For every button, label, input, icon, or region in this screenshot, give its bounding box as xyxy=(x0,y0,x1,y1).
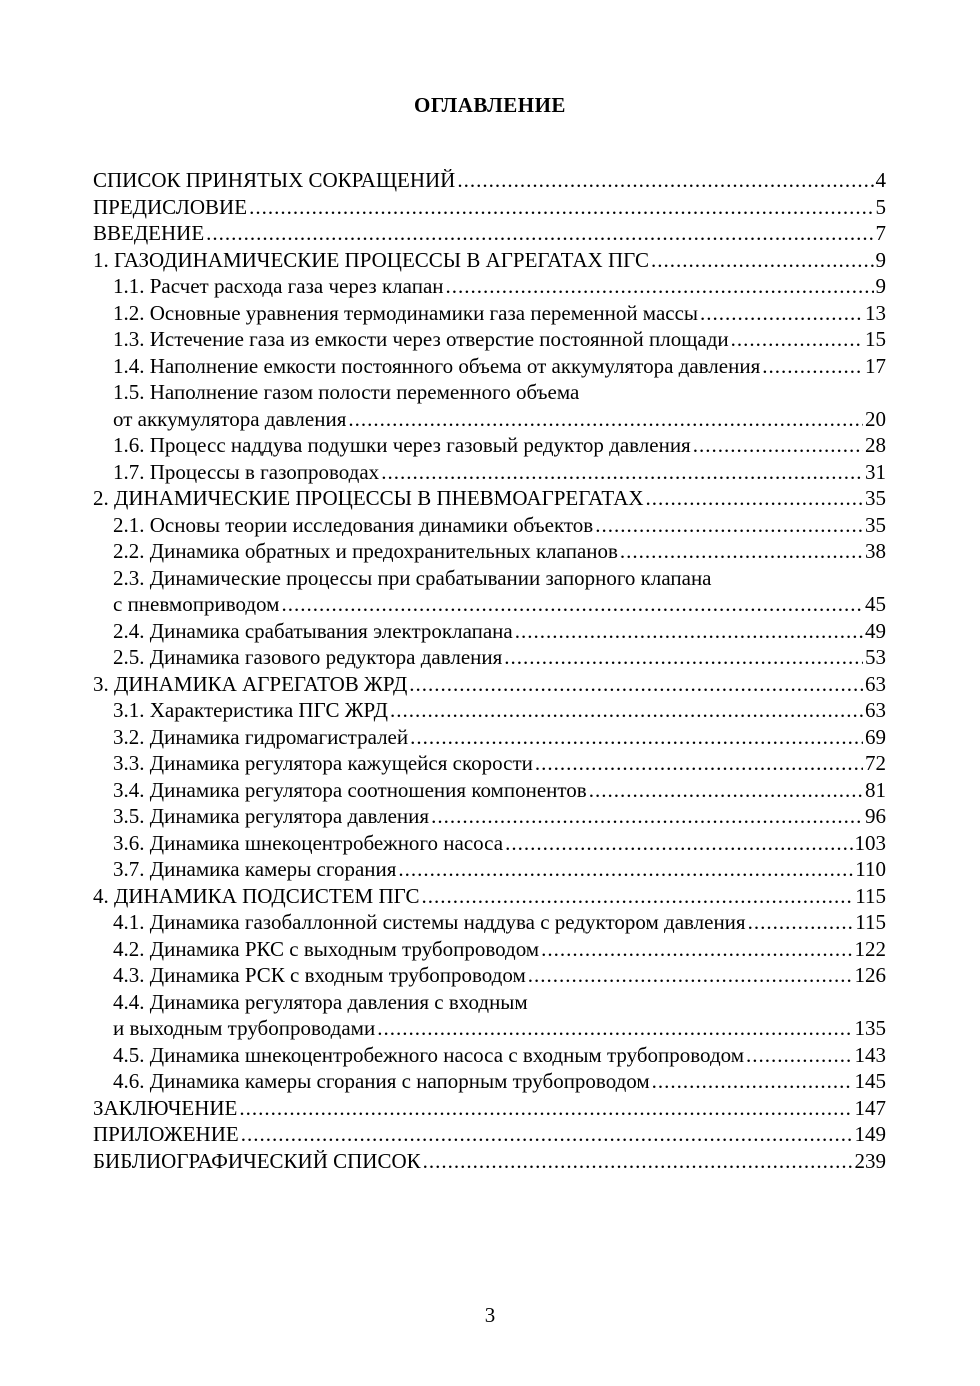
toc-entry-label: ПРИЛОЖЕНИЕ xyxy=(93,1122,239,1146)
toc-entry-label: 3.5. Динамика регулятора давления xyxy=(113,804,430,828)
toc-leader-dots xyxy=(515,618,863,645)
toc-entry-label: ЗАКЛЮЧЕНИЕ xyxy=(93,1095,238,1120)
toc-entry-label: 2. ДИНАМИЧЕСКИЕ ПРОЦЕССЫ В ПНЕВМОАГРЕГАТАХ xyxy=(93,486,644,510)
toc-leader-dots xyxy=(239,1095,852,1122)
toc-entry-label: 1.3. Истечение газа из емкости через отверстие постоянной площади xyxy=(113,327,729,351)
toc-leader-dots xyxy=(348,406,863,433)
toc-entry-page: 49 xyxy=(865,618,886,643)
toc-entry xyxy=(93,936,886,963)
toc-leader-dots xyxy=(206,220,873,247)
toc-entry-page: 35 xyxy=(865,486,886,510)
toc-entry xyxy=(93,697,886,724)
toc-entry-label: 3.7. Динамика камеры сгорания xyxy=(113,857,397,881)
toc-entry-page: 20 xyxy=(865,406,886,431)
toc-entry xyxy=(93,220,886,247)
toc-leader-dots xyxy=(535,750,863,777)
toc-entry-page: 9 xyxy=(875,247,886,272)
toc-entry-label: 3.1. Характеристика ПГС ЖРД xyxy=(113,698,388,722)
toc-entry-label: с пневмоприводом xyxy=(113,592,280,616)
toc-entry-label: 4.6. Динамика камеры сгорания с напорным трубопроводом xyxy=(113,1069,650,1093)
toc-entry-label: 3.4. Динамика регулятора соотношения компонентов xyxy=(113,777,587,802)
toc-entry xyxy=(93,1121,886,1148)
toc-entry xyxy=(93,1015,886,1042)
toc-entry-page: 72 xyxy=(865,751,886,775)
page-title: ОГЛАВЛЕНИЕ xyxy=(414,93,566,117)
toc-entry-label: и выходным трубопроводами xyxy=(113,1016,376,1040)
toc-entry xyxy=(93,485,886,512)
toc-leader-dots xyxy=(431,803,863,830)
toc-leader-dots xyxy=(241,1121,853,1148)
toc-entry xyxy=(93,538,886,565)
toc-entry-page: 17 xyxy=(865,353,886,378)
toc-entry-label: 4.2. Динамика РКС с выходным трубопроводом xyxy=(113,936,540,961)
toc-entry xyxy=(93,989,886,1016)
toc-leader-dots xyxy=(541,936,852,963)
toc-entry-label: 1.2. Основные уравнения термодинамики газа переменной массы xyxy=(113,300,699,325)
toc-leader-dots xyxy=(746,1042,852,1069)
toc-entry-page: 143 xyxy=(854,1042,886,1067)
toc-entry-label: 4.4. Динамика регулятора давления с входным xyxy=(113,989,528,1014)
toc-entry xyxy=(93,432,886,459)
toc-entry-page: 13 xyxy=(865,300,886,325)
toc-entry xyxy=(93,300,886,327)
toc-leader-dots xyxy=(249,194,873,221)
toc-leader-dots xyxy=(646,485,863,512)
toc-entry xyxy=(93,1095,886,1122)
toc-entry xyxy=(93,326,886,353)
toc-entry-page: 147 xyxy=(854,1095,886,1120)
toc-entry xyxy=(93,591,886,618)
toc-entry xyxy=(93,724,886,751)
toc-entry-page: 4 xyxy=(875,168,886,192)
toc-leader-dots xyxy=(731,326,863,353)
toc-entry xyxy=(93,1148,886,1175)
toc-entry-label: 1.1. Расчет расхода газа через клапан xyxy=(113,274,444,298)
toc-leader-dots xyxy=(421,883,853,910)
toc-entry xyxy=(93,1068,886,1095)
toc-leader-dots xyxy=(693,432,863,459)
toc-leader-dots xyxy=(446,273,874,300)
toc-entry-label: 2.5. Динамика газового редуктора давления xyxy=(113,645,503,669)
toc-leader-dots xyxy=(398,856,853,883)
toc-leader-dots xyxy=(409,671,863,698)
toc-leader-dots xyxy=(762,353,863,380)
toc-entry-page: 53 xyxy=(865,645,886,669)
toc-entry-page: 115 xyxy=(855,910,886,934)
toc-entry-label: 2.3. Динамические процессы при срабатывании запорного клапана xyxy=(113,565,712,590)
toc-entry-page: 110 xyxy=(855,857,886,881)
toc-entry-label: 2.4. Динамика срабатывания электроклапана xyxy=(113,618,513,643)
toc-entry-label: СПИСОК ПРИНЯТЫХ СОКРАЩЕНИЙ xyxy=(93,168,456,192)
toc-leader-dots xyxy=(651,247,873,274)
toc-entry xyxy=(93,644,886,671)
toc-leader-dots xyxy=(381,459,863,486)
toc-entry-label: 4.5. Динамика шнекоцентробежного насоса с входным трубопроводом xyxy=(113,1042,745,1067)
toc-entry-label: 3.2. Динамика гидромагистралей xyxy=(113,724,409,749)
toc-leader-dots xyxy=(504,644,863,671)
toc-entry-label: 1.6. Процесс наддува подушки через газовый редуктор давления xyxy=(113,433,691,457)
toc-entry-page: 115 xyxy=(855,883,886,908)
toc-entry-label: 1.7. Процессы в газопроводах xyxy=(113,459,380,484)
toc-entry xyxy=(93,883,886,910)
toc-entry-label: 4. ДИНАМИКА ПОДСИСТЕМ ПГС xyxy=(93,883,420,908)
toc-entry-page: 81 xyxy=(865,777,886,802)
toc-entry xyxy=(93,750,886,777)
toc-entry xyxy=(93,1042,886,1069)
toc-leader-dots xyxy=(652,1068,853,1095)
toc-leader-dots xyxy=(505,830,852,857)
toc-leader-dots xyxy=(595,512,863,539)
toc-entry-page: 122 xyxy=(854,936,886,961)
toc-entry xyxy=(93,830,886,857)
toc-entry-label: 2.2. Динамика обратных и предохранительных клапанов xyxy=(113,539,618,563)
toc-entry-page: 28 xyxy=(865,433,886,457)
toc-entry xyxy=(93,273,886,300)
toc-entry-page: 135 xyxy=(854,1016,886,1040)
toc-entry-label: 1.5. Наполнение газом полости переменного объема xyxy=(113,380,580,404)
toc-entry xyxy=(93,856,886,883)
toc-entry-page: 31 xyxy=(865,459,886,484)
toc-entry-label: 2.1. Основы теории исследования динамики объектов xyxy=(113,512,594,537)
toc-entry xyxy=(93,194,886,221)
toc-entry-label: ВВЕДЕНИЕ xyxy=(93,221,205,245)
toc-leader-dots xyxy=(528,962,853,989)
toc-entry-page: 239 xyxy=(854,1148,886,1173)
toc-entry-page: 126 xyxy=(854,963,886,987)
toc-entry xyxy=(93,962,886,989)
toc-leader-dots xyxy=(620,538,863,565)
toc-entry-label: 4.1. Динамика газобаллонной системы наддува с редуктором давления xyxy=(113,910,746,934)
table-of-contents xyxy=(93,167,886,1174)
toc-entry-label: 3.6. Динамика шнекоцентробежного насоса xyxy=(113,830,504,855)
toc-leader-dots xyxy=(748,909,854,936)
toc-entry xyxy=(93,565,886,592)
toc-leader-dots xyxy=(410,724,863,751)
toc-entry xyxy=(93,379,886,406)
toc-entry-page: 7 xyxy=(875,221,886,245)
toc-leader-dots xyxy=(457,167,873,194)
toc-entry-page: 145 xyxy=(854,1069,886,1093)
toc-entry-label: 3. ДИНАМИКА АГРЕГАТОВ ЖРД xyxy=(93,671,408,696)
toc-entry-page: 63 xyxy=(865,698,886,722)
toc-entry-page: 35 xyxy=(865,512,886,537)
toc-entry-label: 1. ГАЗОДИНАМИЧЕСКИЕ ПРОЦЕССЫ В АГРЕГАТАХ ПГС xyxy=(93,247,650,272)
toc-entry-label: 1.4. Наполнение емкости постоянного объема от аккумулятора давления xyxy=(113,353,761,378)
toc-entry-page: 149 xyxy=(854,1122,886,1146)
toc-entry-page: 63 xyxy=(865,671,886,696)
toc-entry xyxy=(93,406,886,433)
toc-entry-label: ПРЕДИСЛОВИЕ xyxy=(93,194,248,219)
toc-entry xyxy=(93,247,886,274)
toc-leader-dots xyxy=(390,697,863,724)
toc-leader-dots xyxy=(423,1148,853,1175)
toc-leader-dots xyxy=(377,1015,852,1042)
toc-leader-dots xyxy=(281,591,863,618)
toc-leader-dots xyxy=(589,777,863,804)
toc-entry xyxy=(93,353,886,380)
toc-entry-page: 103 xyxy=(854,830,886,855)
toc-entry-page: 38 xyxy=(865,539,886,563)
toc-entry-page: 15 xyxy=(865,327,886,351)
toc-entry xyxy=(93,618,886,645)
toc-entry-label: от аккумулятора давления xyxy=(113,406,347,431)
toc-entry-label: БИБЛИОГРАФИЧЕСКИЙ СПИСОК xyxy=(93,1148,421,1173)
toc-entry xyxy=(93,803,886,830)
toc-entry xyxy=(93,671,886,698)
toc-entry-page: 9 xyxy=(875,274,886,298)
toc-entry-label: 3.3. Динамика регулятора кажущейся скорости xyxy=(113,751,533,775)
toc-entry xyxy=(93,167,886,194)
page-number: 3 xyxy=(484,1303,496,1327)
toc-entry xyxy=(93,909,886,936)
toc-entry-page: 45 xyxy=(865,592,886,616)
toc-entry-page: 69 xyxy=(865,724,886,749)
toc-entry-label: 4.3. Динамика РСК с входным трубопроводом xyxy=(113,963,526,987)
toc-entry-page: 96 xyxy=(865,804,886,828)
toc-leader-dots xyxy=(700,300,863,327)
toc-entry xyxy=(93,459,886,486)
toc-entry-page: 5 xyxy=(875,194,886,219)
toc-entry xyxy=(93,777,886,804)
toc-entry xyxy=(93,512,886,539)
